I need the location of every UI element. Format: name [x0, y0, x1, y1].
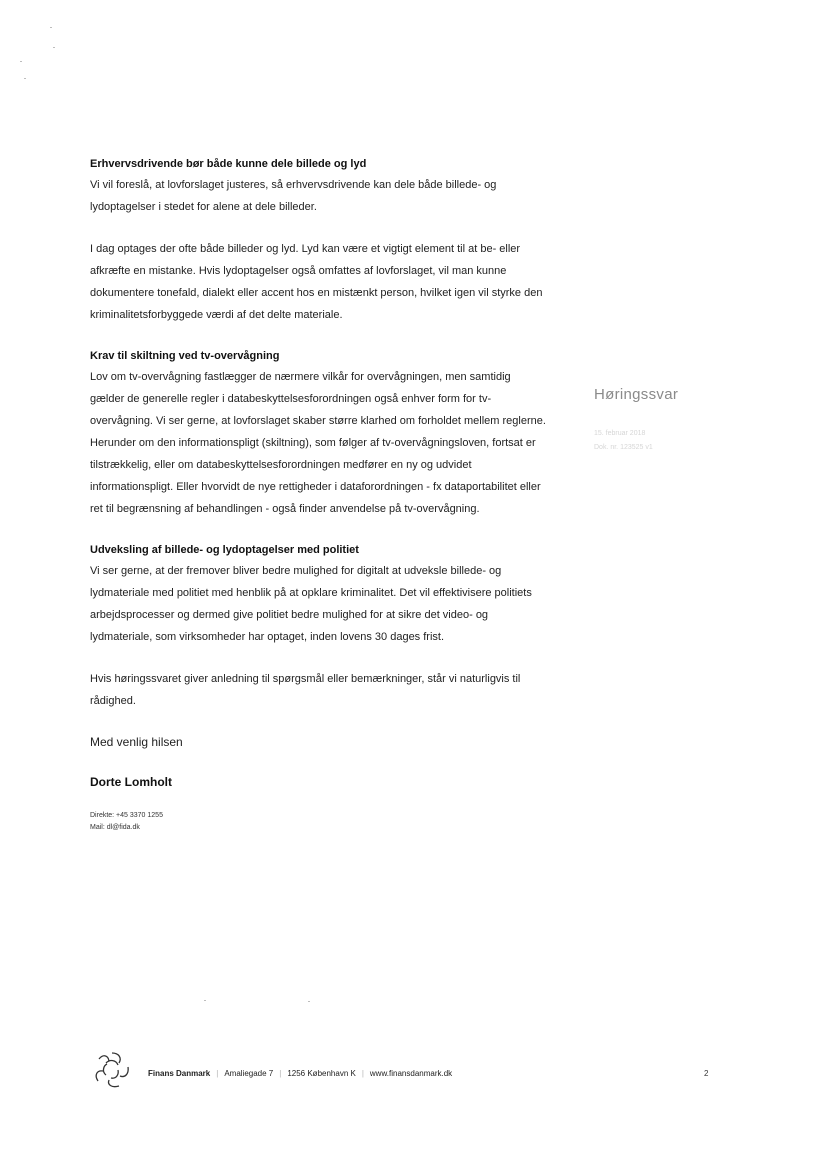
- sidebar: [594, 386, 734, 455]
- document-type-title: Høringssvar: [594, 386, 679, 403]
- footer-separator: |: [361, 1069, 364, 1078]
- signer-name: Dorte Lomholt: [90, 775, 172, 789]
- closing-greeting: Med venlig hilsen: [90, 735, 183, 749]
- section-paragraph: Lov om tv-overvågning fastlægger de nærmere vilkår for overvågningen, men samtidig gælder de generelle regler i databeskyttelsesforordningen også enhver form for tv-overvågning. Vi ser gerne, at lovforslaget skaber større klarhed om forholdet mellem reglerne. Herunder om den informationspligt (skiltning), som følger af tv-overvågningsloven, fortsat er tilstrækkelig, eller om databeskyttelsesforordningen medfører en ny og udvidet informationspligt. Eller hvorvidt de nye rettigheder i dataforordningen - fx dataportabilitet eller ret til begrænsning af behandlingen - også finder anvendelse på tv-overvågning.: [90, 371, 546, 515]
- footer-separator: |: [279, 1069, 282, 1078]
- footer-brand: Finans Danmark: [148, 1069, 211, 1078]
- page-number: 2: [704, 1069, 709, 1078]
- scan-speck: [308, 1001, 310, 1002]
- document-date: 15. februar 2018: [594, 430, 646, 437]
- contact-mail: Mail: dl@fida.dk: [90, 824, 140, 831]
- section-paragraph: Hvis høringssvaret giver anledning til spørgsmål eller bemærkninger, står vi naturligvis til rådighed.: [90, 673, 521, 707]
- document-meta: [594, 427, 734, 455]
- section-paragraph: Vi ser gerne, at der fremover bliver bedre mulighed for digitalt at udveksle billede- og lydmateriale med politiet med henblik på at opklare kriminalitet. Det vil effektivisere politiets arbejdsprocesser og dermed give politiet bedre mulighed for at sikre det video- og lydmateriale, som virksomheder har optaget, inden lovens 30 dages frist.: [90, 565, 532, 643]
- section-sharing-image-sound: [90, 154, 546, 326]
- section-heading: Erhvervsdrivende bør både kunne dele billede og lyd: [90, 158, 367, 170]
- scan-speck: [24, 78, 26, 79]
- section-heading: Krav til skiltning ved tv-overvågning: [90, 350, 280, 362]
- footer-separator: |: [216, 1069, 219, 1078]
- section-heading: Udveksling af billede- og lydoptagelser med politiet: [90, 544, 359, 556]
- scan-speck: [50, 27, 52, 28]
- section-paragraph: Vi vil foreslå, at lovforslaget justeres, så erhvervsdrivende kan dele både billede- og lydoptagelser i stedet for alene at dele billeder.: [90, 179, 497, 213]
- contact-direct-phone: Direkte: +45 3370 1255: [90, 812, 163, 819]
- finans-danmark-logo-icon: [92, 1050, 132, 1090]
- page-footer: [92, 1050, 732, 1090]
- contact-info: [90, 810, 546, 834]
- section-paragraph: I dag optages der ofte både billeder og lyd. Lyd kan være et vigtigt element til at be- eller afkræfte en mistanke. Hvis lydoptagelser også omfattes af lovforslaget, vil man kunne dokumentere tonefald, dialekt eller accent hos en mistænkt person, hvilket igen vil styrke den kriminalitetsforbyggede værdi af det delte materiale.: [90, 243, 543, 321]
- footer-website: www.finansdanmark.dk: [369, 1069, 453, 1078]
- scan-speck: [20, 61, 22, 62]
- letter-body: [90, 154, 546, 834]
- footer-city: 1256 København K: [287, 1069, 356, 1078]
- footer-street: Amaliegade 7: [224, 1069, 274, 1078]
- section-signage: [90, 346, 546, 520]
- footer-address-line: [148, 1069, 452, 1078]
- section-police-exchange: [90, 540, 546, 712]
- document-number: Dok. nr. 123525 v1: [594, 444, 653, 451]
- scan-speck: [53, 47, 55, 48]
- scan-speck: [204, 1000, 206, 1001]
